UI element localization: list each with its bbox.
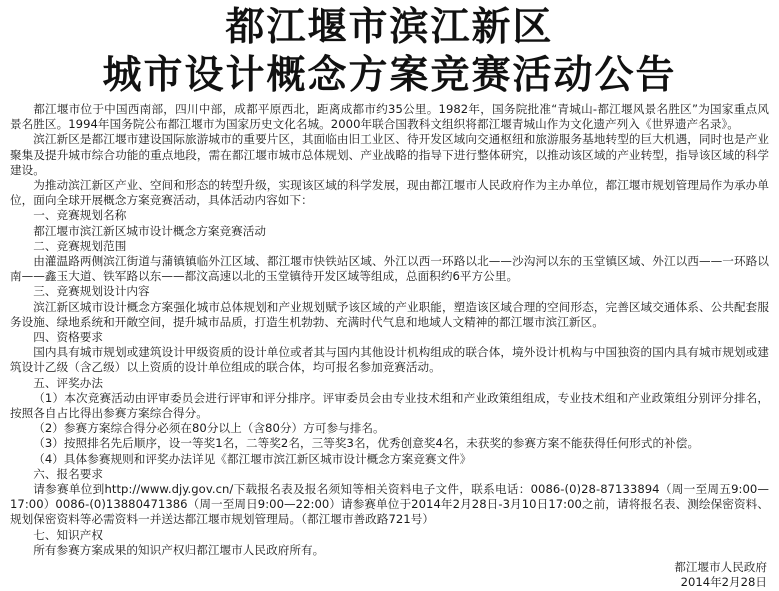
signature-org: 都江堰市人民政府 (674, 560, 767, 575)
title-line-2: 城市设计概念方案竞赛活动公告 (102, 53, 677, 98)
paragraph: 五、评奖办法 (33, 375, 104, 390)
paragraph: （4）具体参赛规则和评奖办法详见《都江堰市滨江新区城市设计概念方案竞赛文件》 (33, 451, 472, 466)
paragraph: 三、竞赛规划设计内容 (33, 284, 150, 299)
paragraph: 二、竞赛规划范围 (33, 238, 127, 253)
paragraph: 滨江新区城市设计概念方案强化城市总体规划和产业规划赋予该区域的产业职能，塑造该区域合理的空间形态，完善区域交通体系、公共配套服务设施、绿地系统和开敞空间，提升城市品质，打造生机勃勃、充满时代气息和地域人文精神的都江堰市滨江新区。 (10, 299, 769, 329)
paragraph: 请参赛单位到http://www.djy.gov.cn/下载报名表及报名须知等相关资料电子文件，联系电话：0086-(0)28-87133894（周一至周五9:00—17:00）0086-(0)13880471386（周一至周日9:00—22:00）请参赛单位于2014年2月28日-3月10日17:00之前，请将报名表、测绘保密资料、规划保密资料等必需资料一并送达都江堰市规划管理局。（都江堰市善政路721号） (10, 482, 769, 527)
paragraph: 六、报名要求 (33, 466, 104, 481)
paragraph: 为推动滨江新区产业、空间和形态的转型升级，实现该区域的科学发展，现由都江堰市人民政府作为主办单位，都江堰市规划管理局作为承办单位，面向全球开展概念方案竞赛活动，具体活动内容如下： (10, 178, 769, 208)
paragraph: （2）参赛方案综合得分必须在80分以上（含80分）方可参与排名。 (33, 421, 385, 436)
paragraph: 由灌温路两侧滨江街道与蒲镇镇临外江区域、都江堰市快铁站区域、外江以西一环路以北——沙沟河以东的玉堂镇区域、外江以西——一环路以南——鑫玉大道、铁军路以东——都汶高速以北的玉堂镇待开发区域等组成，总面积约6平方公里。 (10, 254, 769, 284)
paragraph: 都江堰市滨江新区城市设计概念方案竞赛活动 (33, 223, 267, 238)
announcement-body (10, 102, 769, 558)
paragraph: 所有参赛方案成果的知识产权归都江堰市人民政府所有。 (33, 542, 325, 557)
title-line-1: 都江堰市滨江新区 (225, 5, 554, 50)
paragraph: 四、资格要求 (33, 330, 104, 345)
paragraph: 七、知识产权 (33, 527, 104, 542)
paragraph: （3）按照排名先后顺序，设一等奖1名，二等奖2名，三等奖3名，优秀创意奖4名，未获奖的参赛方案不能获得任何形式的补偿。 (33, 436, 700, 451)
paragraph: 都江堰市位于中国西南部，四川中部，成都平原西北，距离成都市约35公里。1982年，国务院批准“青城山-都江堰风景名胜区”为国家重点风景名胜区。1994年国务院公布都江堰市为国家历史文化名城。2000年联合国教科文组织将都江堰青城山作为文化遗产列入《世界遗产名录》。 (10, 102, 769, 132)
paragraph: 国内具有城市规划或建筑设计甲级资质的设计单位或者其与国内其他设计机构组成的联合体，境外设计机构与中国独资的国内具有城市规划或建筑设计乙级（含乙级）以上资质的设计单位组成的联合体，均可报名参加竞赛活动。 (10, 345, 769, 375)
paragraph: （1）本次竞赛活动由评审委员会进行评审和评分排序。评审委员会由专业技术组和产业政策组组成，专业技术组和产业政策组分别评分排名，按照各自占比得出参赛方案综合得分。 (10, 390, 769, 421)
paragraph: 滨江新区是都江堰市建设国际旅游城市的重要片区，其面临由旧工业区、待开发区域向交通枢纽和旅游服务基地转型的巨大机遇，同时也是产业聚集及提升城市综合功能的重点地段，需在都江堰市城市总体规划、产业战略的指导下进行整体研究，以推动该区域的产业转型，指导该区域的科学建设。 (10, 132, 769, 177)
signature-date: 2014年2月28日 (680, 575, 767, 590)
signature-block (10, 560, 767, 590)
paragraph: 一、竞赛规划名称 (33, 208, 127, 223)
